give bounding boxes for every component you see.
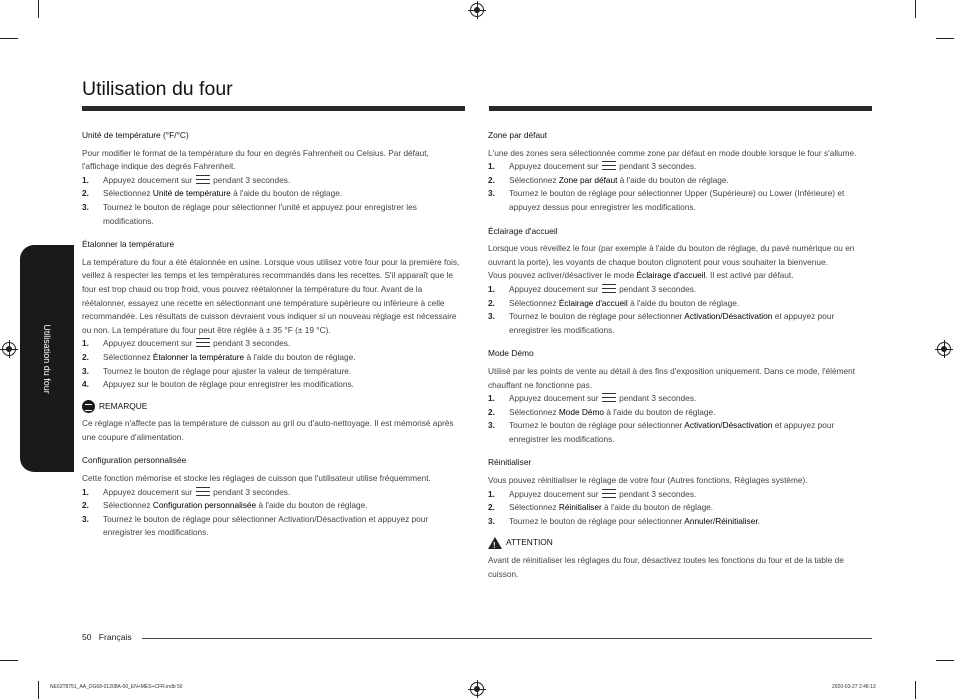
step-emphasis: Unité de température (152, 188, 231, 199)
step-text: Appuyez doucement sur (509, 283, 599, 294)
step-text: et appuyez pour enregistrer les modifications. (509, 311, 835, 335)
crop-mark (936, 660, 954, 661)
note-text: Ce réglage n'affecte pas la température de cuisson au gril ou d'auto-nettoyage. Il est mémorisé après une coupure d'alimentation. (82, 418, 454, 442)
section-intro: Utilisé par les points de vente au détail à des fins d'exposition uniquement. Dans ce mode, l'élément chauffant ne fonctionne pas. (488, 365, 856, 390)
step-text: Tournez le bouton de réglage pour sélectionner Activation/Désactivation et appuyez pour enregistrer les modifications. (103, 513, 429, 538)
crop-mark (0, 660, 18, 661)
step-text: Appuyez sur le bouton de réglage pour enregistrer les modifications. (103, 379, 354, 390)
step-text: pendant 3 secondes. (619, 161, 697, 172)
registration-mark-icon (937, 342, 951, 356)
left-column (82, 129, 466, 540)
steps-list (488, 488, 872, 529)
step-text: à l'aide du bouton de réglage. (246, 351, 356, 362)
page-footer (82, 632, 132, 642)
steps-list (82, 174, 466, 228)
step-number: 2. (488, 502, 495, 513)
step-text: Sélectionnez (509, 406, 557, 417)
section-intro: Cette fonction mémorise et stocke les réglages de cuisson que l'utilisateur utilise fréquemment. (82, 473, 431, 484)
step-number: 4. (82, 379, 89, 390)
steps-list (488, 283, 872, 337)
step-number: 3. (488, 515, 495, 526)
step-item (82, 174, 466, 188)
step-item (488, 174, 872, 188)
section-heading: Mode Démo (488, 348, 534, 359)
crop-mark (936, 38, 954, 39)
step-text: pendant 3 secondes. (213, 338, 291, 349)
step-emphasis: Étalonner la température (152, 351, 245, 362)
step-number: 1. (488, 393, 495, 404)
step-item (82, 187, 466, 201)
step-emphasis: Annuler/Réinitialiser (684, 515, 758, 526)
page-number: 50 (82, 632, 92, 642)
intro-text: Vous pouvez activer/désactiver le mode (488, 270, 635, 281)
step-item (488, 283, 872, 297)
registration-mark-icon (470, 682, 484, 696)
step-item (488, 310, 872, 337)
section-heading: Configuration personnalisée (82, 455, 187, 466)
step-text: à l'aide du bouton de réglage. (630, 297, 740, 308)
step-item (82, 201, 466, 228)
steps-list (82, 486, 466, 540)
crop-mark (915, 681, 916, 699)
page-title: Utilisation du four (82, 78, 233, 100)
step-number: 1. (488, 283, 495, 294)
section-intro: La température du four a été étalonnée en usine. Lorsque vous utilisez votre four pour la première fois, veillez à respecter les temps et les températures recommandés dans les recettes. S'il apparaît que le four est trop chaud ou trop froid, vous pouvez réétalonner la température du four. Avant de la réétalonner, essayez une recette en sélectionnant une température supérieure ou inférieure à celle recommandée. Les résultats de cuisson devraient vous indiquer si un nouveau réglage est nécessaire ou non. La température du four peut être réglée à ± 35 °F (± 19 °C). (82, 256, 460, 335)
step-text: Appuyez doucement sur (103, 338, 193, 349)
step-text: pendant 3 secondes. (213, 486, 291, 497)
step-number: 3. (488, 420, 495, 431)
step-text: à l'aide du bouton de réglage. (604, 502, 714, 513)
step-number: 1. (488, 161, 495, 172)
step-emphasis: Configuration personnalisée (152, 500, 257, 511)
section-heading: Étalonner la température (82, 239, 175, 250)
section-intro: Lorsque vous réveillez le four (par exemple à l'aide du bouton de réglage, du pavé numérique ou en ouvrant la porte), les voyants de chaque bouton clignotent pour vous souhaiter la bienvenue. (488, 243, 855, 267)
step-item (82, 351, 466, 365)
step-emphasis: Activation/Désactivation (684, 311, 773, 322)
section-heading: Réinitialiser (488, 457, 532, 468)
step-text: à l'aide du bouton de réglage. (606, 406, 716, 417)
step-text: Sélectionnez (103, 500, 151, 511)
side-tab (20, 245, 74, 472)
step-number: 2. (488, 297, 495, 308)
step-item (488, 187, 872, 214)
step-emphasis: Activation/Désactivation (684, 420, 773, 431)
menu-icon (602, 489, 616, 498)
step-text: à l'aide du bouton de réglage. (619, 174, 729, 185)
warning-icon (488, 537, 502, 549)
title-rule (489, 106, 872, 111)
intro-text: . Il est activé par défaut. (705, 270, 794, 281)
section-intro-2 (488, 269, 872, 283)
step-number: 3. (82, 365, 89, 376)
menu-icon (602, 393, 616, 402)
intro-emphasis: Éclairage d'accueil (636, 270, 706, 281)
step-item (82, 337, 466, 351)
step-text: et appuyez pour enregistrer les modifications. (509, 420, 835, 444)
step-number: 2. (82, 188, 89, 199)
step-text: pendant 3 secondes. (213, 174, 291, 185)
step-text: Sélectionnez (509, 502, 557, 513)
section-intro: L'une des zones sera sélectionnée comme zone par défaut en mode double lorsque le four s'allume. (488, 147, 857, 158)
step-number: 3. (488, 311, 495, 322)
step-text: pendant 3 secondes. (619, 393, 697, 404)
step-text: Sélectionnez (103, 351, 151, 362)
menu-icon (196, 338, 210, 347)
step-number: 3. (82, 201, 89, 212)
step-emphasis: Zone par défaut (558, 174, 618, 185)
step-text: à l'aide du bouton de réglage. (233, 188, 343, 199)
step-item (488, 160, 872, 174)
step-number: 2. (488, 406, 495, 417)
step-item (488, 515, 872, 529)
step-text: Tournez le bouton de réglage pour sélectionner (509, 311, 683, 322)
print-slug-date: 2020-03-27 2:48:13 (832, 684, 876, 690)
step-text: Tournez le bouton de réglage pour sélectionner (509, 420, 683, 431)
step-text: Appuyez doucement sur (103, 486, 193, 497)
step-item (82, 365, 466, 379)
attention-text: Avant de réinitialiser les réglages du four, désactivez toutes les fonctions du four et de la table de cuisson. (488, 555, 844, 579)
note-label: REMARQUE (99, 400, 148, 411)
menu-icon (602, 161, 616, 170)
side-tab-label: Utilisation du four (42, 323, 52, 394)
step-number: 1. (82, 486, 89, 497)
step-item (82, 486, 466, 500)
step-text: Appuyez doucement sur (509, 393, 599, 404)
step-number: 3. (488, 188, 495, 199)
step-number: 1. (488, 488, 495, 499)
step-text: Tournez le bouton de réglage pour sélectionner (509, 515, 683, 526)
step-number: 3. (82, 513, 89, 524)
step-text: pendant 3 secondes. (619, 488, 697, 499)
crop-mark (38, 0, 39, 18)
step-text: . (757, 515, 760, 526)
footer-rule (142, 638, 872, 639)
attention-header (488, 536, 872, 550)
step-text: Appuyez doucement sur (103, 174, 193, 185)
note-header (82, 400, 466, 414)
step-number: 2. (82, 351, 89, 362)
step-text: Tournez le bouton de réglage pour sélectionner Upper (Supérieure) ou Lower (Inférieure) et appuyez dessus pour enregistrer les modifications. (509, 188, 845, 212)
attention-label: ATTENTION (506, 537, 553, 548)
title-rule (82, 106, 465, 111)
crop-mark (38, 681, 39, 699)
section-heading: Unité de température (°F/°C) (82, 130, 189, 140)
step-number: 2. (488, 174, 495, 185)
step-text: Sélectionnez (103, 188, 151, 199)
step-text: à l'aide du bouton de réglage. (258, 500, 368, 511)
step-item (82, 499, 466, 513)
footer-language: Français (98, 632, 132, 642)
steps-list (82, 337, 466, 391)
registration-mark-icon (470, 3, 484, 17)
section-heading: Éclairage d'accueil (488, 225, 558, 236)
step-text: pendant 3 secondes. (619, 283, 697, 294)
step-number: 1. (82, 338, 89, 349)
step-number: 1. (82, 174, 89, 185)
section-heading: Zone par défaut (488, 130, 548, 140)
menu-icon (196, 175, 210, 184)
step-emphasis: Réinitialiser (558, 502, 602, 513)
step-item (488, 406, 872, 420)
step-item (488, 297, 872, 311)
section-intro: Pour modifier le format de la température du four en degrés Fahrenheit ou Celsius. Par défaut, l'affichage indique des degrés Fahrenheit. (82, 147, 429, 172)
step-item (488, 501, 872, 515)
step-item (488, 392, 872, 406)
right-column (488, 129, 872, 581)
step-text: Tournez le bouton de réglage pour ajuster la valeur de température. (103, 365, 352, 376)
step-emphasis: Mode Démo (558, 406, 605, 417)
step-text: Appuyez doucement sur (509, 161, 599, 172)
step-item (488, 488, 872, 502)
registration-mark-icon (2, 342, 16, 356)
steps-list (488, 392, 872, 446)
step-number: 2. (82, 500, 89, 511)
step-emphasis: Éclairage d'accueil (558, 297, 628, 308)
print-slug-file: NE63T8751_AA_DG68-01208A-00_EN+MES+CFR.indb 50 (50, 684, 183, 690)
note-icon (82, 400, 95, 413)
step-text: Sélectionnez (509, 174, 557, 185)
step-item (488, 419, 872, 446)
step-text: Tournez le bouton de réglage pour sélectionner l'unité et appuyez pour enregistrer les modifications. (103, 201, 417, 226)
steps-list (488, 160, 872, 214)
section-intro: Vous pouvez réinitialiser le réglage de votre four (Autres fonctions, Réglages système). (488, 475, 808, 486)
step-text: Appuyez doucement sur (509, 488, 599, 499)
step-item (82, 378, 466, 392)
menu-icon (602, 284, 616, 293)
crop-mark (0, 38, 18, 39)
crop-mark (915, 0, 916, 18)
step-item (82, 513, 466, 540)
step-text: Sélectionnez (509, 297, 557, 308)
menu-icon (196, 487, 210, 496)
